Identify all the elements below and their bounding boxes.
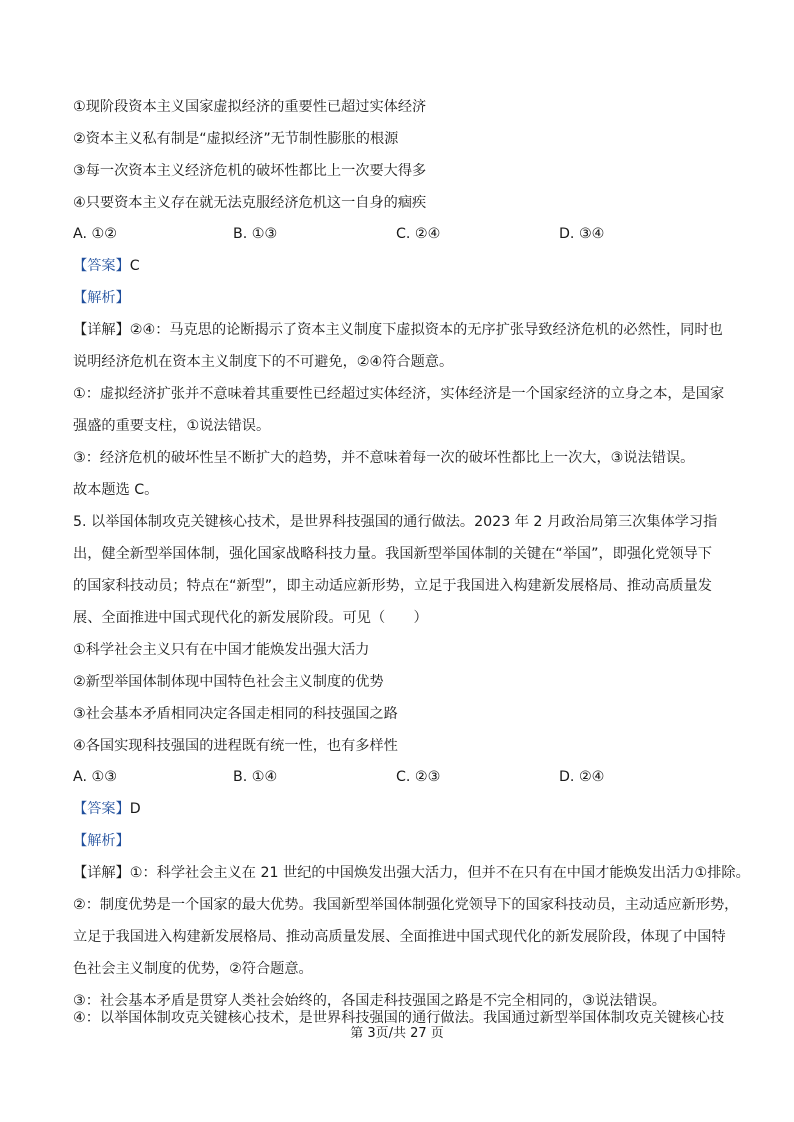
statement: ④只要资本主义存在就无法克服经济危机这一自身的痼疾 xyxy=(73,195,427,211)
explanation-line: 立足于我国进入构建新发展格局、推动高质量发展、全面推进中国式现代化的新发展阶段，体现了中国特 xyxy=(73,929,726,945)
explanation-line: ③：社会基本矛盾是贯穿人类社会始终的，各国走科技强国之路是不完全相同的，③说法错误。 xyxy=(73,993,666,1009)
answer-tag: 【答案】 xyxy=(73,258,130,274)
statement: ①科学社会主义只有在中国才能焕发出强大活力 xyxy=(73,642,370,658)
option-b: B. ①③ xyxy=(233,226,278,242)
analysis-tag: 【解析】 xyxy=(73,833,130,849)
statement: ②资本主义私有制是“虚拟经济”无节制性膨胀的根源 xyxy=(73,131,399,147)
statement: ②新型举国体制体现中国特色社会主义制度的优势 xyxy=(73,674,384,690)
answer-value: C xyxy=(129,258,140,274)
question-stem: 5. 以举国体制攻克关键核心技术，是世界科技强国的通行做法。2023 年 2 月政治局第三次集体学习指 xyxy=(73,514,718,530)
detail-tag: 【详解】 xyxy=(73,865,130,881)
explanation-line xyxy=(73,863,750,883)
question-stem: 的国家科技动员；特点在“新型”，即主动适应新形势，立足于我国进入构建新发展格局、推动高质量发 xyxy=(73,578,712,594)
analysis-line xyxy=(73,831,130,851)
answer-line xyxy=(73,799,141,819)
statement: ④各国实现科技强国的进程既有统一性，也有多样性 xyxy=(73,738,398,754)
explanation-line: 色社会主义制度的优势，②符合题意。 xyxy=(73,961,313,977)
option-b: B. ①④ xyxy=(233,769,278,785)
statement: ③社会基本矛盾相同决定各国走相同的科技强国之路 xyxy=(73,706,398,722)
statement: ①现阶段资本主义国家虚拟经济的重要性已超过实体经济 xyxy=(73,99,427,115)
statement: ③每一次资本主义经济危机的破坏性都比上一次要大得多 xyxy=(73,163,427,179)
option-c: C. ②③ xyxy=(396,769,441,785)
explanation-line xyxy=(73,320,723,340)
explanation-line: 强盛的重要支柱，①说法错误。 xyxy=(73,418,271,434)
option-d: D. ②④ xyxy=(559,769,605,785)
explanation-line: ③：经济危机的破坏性呈不断扩大的趋势，并不意味着每一次的破坏性都比上一次大，③说法错误。 xyxy=(73,450,695,466)
option-a: A. ①③ xyxy=(73,769,117,785)
explanation-line: ②：制度优势是一个国家的最大优势。我国新型举国体制强化党领导下的国家科技动员，主动适应新形势， xyxy=(73,897,739,913)
answer-line xyxy=(73,256,140,276)
detail-tag: 【详解】 xyxy=(73,322,130,338)
explanation-text: ②④：马克思的论断揭示了资本主义制度下虚拟资本的无序扩张导致经济危机的必然性，同时也 xyxy=(129,322,723,338)
analysis-line xyxy=(73,288,130,308)
answer-tag: 【答案】 xyxy=(73,801,130,817)
page-number: 第 3页/共 27 页 xyxy=(350,1026,444,1041)
question-stem: 出，健全新型举国体制，强化国家战略科技力量。我国新型举国体制的关键在“举国”，即强化党领导下 xyxy=(73,546,712,562)
option-a: A. ①② xyxy=(73,226,117,242)
explanation-line: ④：以举国体制攻克关键核心技术，是世界科技强国的通行做法。我国通过新型举国体制攻克关键核心技 xyxy=(73,1010,725,1026)
answer-value: D xyxy=(129,801,141,817)
explanation-line: 说明经济危机在资本主义制度下的不可避免，②④符合题意。 xyxy=(73,354,454,370)
explanation-text: ①：科学社会主义在 21 世纪的中国焕发出强大活力，但并不在只有在中国才能焕发出活力①排除。 xyxy=(129,865,750,881)
analysis-tag: 【解析】 xyxy=(73,290,130,306)
explanation-line: 故本题选 C。 xyxy=(73,482,159,498)
explanation-line: ①：虚拟经济扩张并不意味着其重要性已经超过实体经济，实体经济是一个国家经济的立身之本，是国家 xyxy=(73,386,725,402)
option-c: C. ②④ xyxy=(396,226,441,242)
option-d: D. ③④ xyxy=(559,226,605,242)
question-stem: 展、全面推进中国式现代化的新发展阶段。可见（ ） xyxy=(73,610,428,626)
